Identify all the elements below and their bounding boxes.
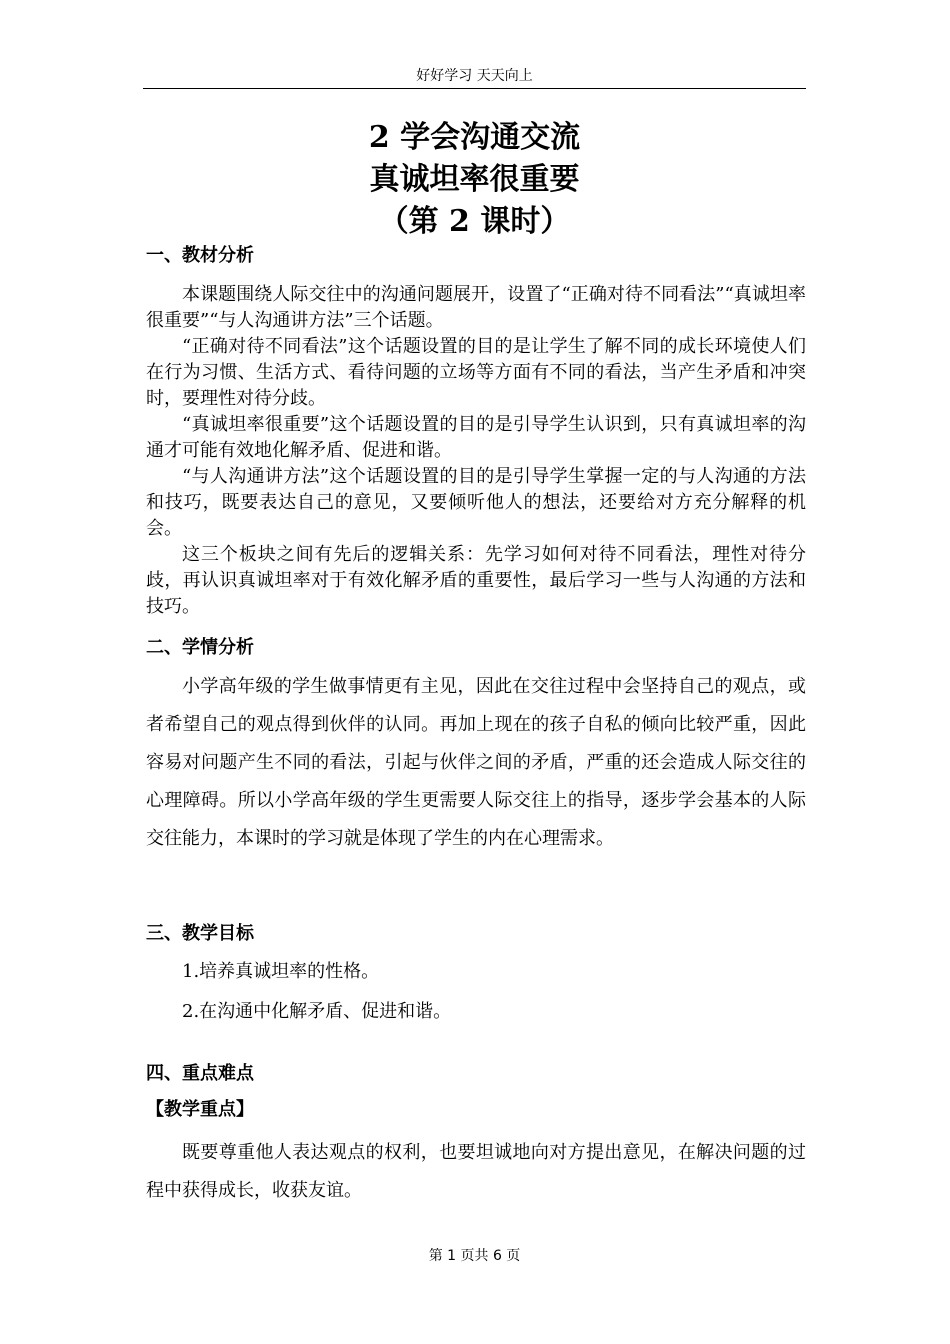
lesson-title-line3: （第 2 课时）: [378, 204, 571, 239]
section-heading-teaching-objectives: 三、教学目标: [146, 923, 254, 944]
textbook-analysis-paragraph-1: 本课题围绕人际交往中的沟通问题展开，设置了“正确对待不同看法”“真诚坦率很重要”“与人沟通讲方法”三个话题。: [146, 284, 806, 331]
textbook-analysis-paragraph-5: 这三个板块之间有先后的逻辑关系：先学习如何对待不同看法，理性对待分歧，再认识真诚坦率对于有效化解矛盾的重要性，最后学习一些与人沟通的方法和技巧。: [146, 544, 806, 617]
section-heading-textbook-analysis: 一、教材分析: [146, 245, 254, 266]
learner-analysis-paragraph: 小学高年级的学生做事情更有主见，因此在交往过程中会坚持自己的观点，或者希望自己的观点得到伙伴的认同。再加上现在的孩子自私的倾向比较严重，因此容易对问题产生不同的看法，引起与伙伴之间的矛盾，严重的还会造成人际交往的心理障碍。所以小学高年级的学生更需要人际交往上的指导，逐步学会基本的人际交往能力，本课时的学习就是体现了学生的内在心理需求。: [146, 676, 806, 849]
page-footer: 第 1 页共 6 页: [428, 1248, 521, 1264]
section-heading-learner-analysis: 二、学情分析: [146, 637, 254, 658]
textbook-analysis-paragraph-3: “真诚坦率很重要”这个话题设置的目的是引导学生认识到，只有真诚坦率的沟通才可能有效地化解矛盾、促进和谐。: [146, 414, 806, 461]
lesson-title-line1: 2 学会沟通交流: [368, 120, 581, 155]
page-header: 好好学习 天天向上: [416, 68, 533, 84]
textbook-analysis-paragraph-2: “正确对待不同看法”这个话题设置的目的是让学生了解不同的成长环境使人们在行为习惯、生活方式、看待问题的立场等方面有不同的看法，当产生矛盾和冲突时，要理性对待分歧。: [146, 336, 806, 409]
section-heading-key-difficulties: 四、重点难点: [146, 1063, 254, 1084]
lesson-title-line2: 真诚坦率很重要: [369, 162, 580, 197]
teaching-focus-subheading: 【教学重点】: [146, 1099, 254, 1120]
objective-item-2: 2.在沟通中化解矛盾、促进和谐。: [182, 1001, 452, 1022]
teaching-focus-paragraph: 既要尊重他人表达观点的权利，也要坦诚地向对方提出意见，在解决问题的过程中获得成长，收获友谊。: [146, 1142, 806, 1201]
textbook-analysis-paragraph-4: “与人沟通讲方法”这个话题设置的目的是引导学生掌握一定的与人沟通的方法和技巧，既要表达自己的意见，又要倾听他人的想法，还要给对方充分解释的机会。: [146, 466, 806, 539]
objective-item-1: 1.培养真诚坦率的性格。: [182, 961, 380, 982]
header-divider: [143, 88, 806, 89]
